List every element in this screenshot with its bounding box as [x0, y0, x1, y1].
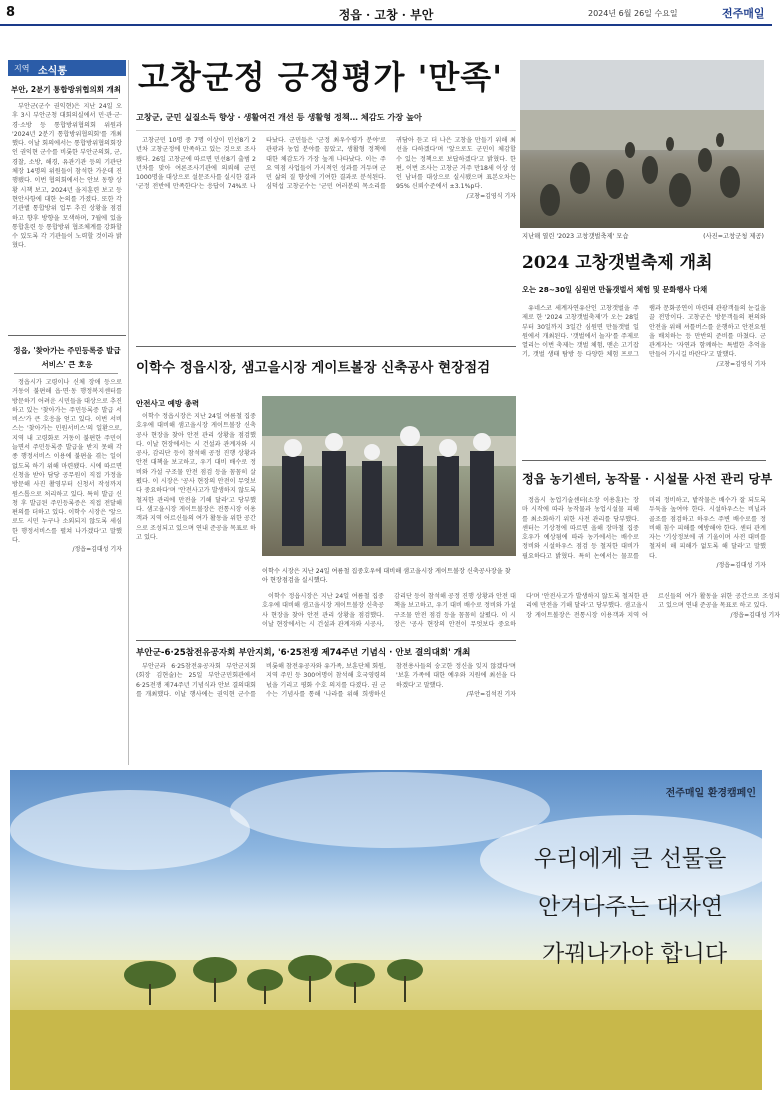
lead-headline: 고창군정 긍정평가 '만족' — [138, 58, 503, 96]
farm-headline: 정읍 농기센터, 농작물 · 시설물 사전 관리 당부 — [522, 472, 773, 486]
section-title: 정읍 · 고창 · 부안 — [338, 8, 434, 22]
page-header — [0, 0, 772, 26]
masthead-brand: 전주매일 — [722, 7, 765, 20]
farm-body: 정읍시 농업기술센터(소장 이용훈)는 장마 시작에 따라 농작물과 농업시설물 피해를 최소화하기 위한 사전 관리를 당부했다. 센터는 기상청에 따르면 올해 장마철 집중호우가 예상됨에 따라 농가에서는 배수로 정비와 시설하우스 점검 등 철저한 대비가 필요하다고 밝혔다. 특히 논에서는 물꼬를 미리 정비하고, 밭작물은 배수가 잘 되도록 두둑을 높여야 한다. 시설하우스는 비닐과 골조를 점검하고 하우스 주변 배수로를 정비해 침수 피해를 예방해야 한다. 센터 관계자는 '기상정보에 귀 기울이며 사전 대비를 철저히 해 피해가 없도록 해 달라'고 말했다. /정읍=김대성 기자 — [522, 497, 766, 570]
sidebar-story1-title: 부안, 2분기 통합방위협의회 개최 — [10, 85, 122, 94]
buan-byline: /부안=김석진 기자 — [466, 690, 516, 698]
ad-line3: 가꿔나가야 합니다 — [542, 941, 728, 967]
farm-byline: /정읍=김대성 기자 — [716, 562, 766, 570]
sidebar-story2-body: 정읍시가 고령이나 신체 장애 등으로 거동이 불편해 읍·면·동 행정복지센터를 방문하기 어려운 시민들을 대상으로 추진하고 있는 '찾아가는 주민등록증 발급 서비스'가 큰 호응을 얻고 있다. 이번 서비스는 '찾아가는 민원서비스'의 일환으로, 지역 내 고령화로 거동이 불편한 주민이 늘면서 주민등록증 발급을 받지 못해 각종 행정서비스 이용에 불편을 겪는 일이 없도록 하기 위해 마련됐다. 시에 따르면 신청을 받아 담당 공무원이 직접 가정을 방문해 사진 촬영부터 신청서 작성까지 원스톱으로 처리하고 있다. 특히 발급 신청 후 발급된 주민등록증은 직접 전달해 편의를 더하고 있다. 이학수 시장은 '앞으로도 시민 누구나 소외되지 않도록 세심한 행정서비스를 펼쳐 나가겠다'고 말했다. /정읍=김대성 기자 — [12, 379, 122, 554]
festival-subhead: 오는 28~30일 심원면 만돌갯벌서 체험 및 문화행사 다채 — [522, 285, 708, 294]
market-body-cont: 이학수 정읍시장은 지난 24일 여름철 집중호우에 대비해 샘고을시장 게이트볼장 신축공사 현장을 찾아 안전 관리 상황을 점검했다. 이날 현장에서는 시 건설과 관계자와 시공사, 감리단 등이 참석해 공정 진행 상황과 안전 대책을 보고하고, 우기 대비 배수로 정비와 가설 구조물 안전 점검 등을 꼼꼼히 살폈다. 이 시장은 '공사 현장의 안전이 무엇보다 중요하다'며 '안전사고가 발생하지 않도록 철저한 관리에 만전을 기해 달라'고 당부했다. 샘고을시장 게이트볼장은 전통시장 이용객과 지역 어르신들의 여가 활동을 위한 공간으로 조성되고 있으며 연내 준공을 목표로 하고 있다. /정읍=김대성 기자 — [262, 593, 780, 628]
ad-landscape — [10, 770, 762, 1090]
market-byline: /정읍=김대성 기자 — [730, 611, 780, 619]
market-body-col1: 이학수 정읍시장은 지난 24일 여름철 집중호우에 대비해 샘고을시장 게이트볼장 신축공사 현장을 찾아 안전 관리 상황을 점검했다. 이날 현장에서는 시 건설과 관계자와 시공사, 감리단 등이 참석해 공정 진행 상황과 안전 대책을 보고하고, 우기 대비 배수로 정비와 가설 구조물 안전 점검 등을 꼼꼼히 살폈다. 이 시장은 '공사 현장의 안전이 무엇보다 중요하다'며 '안전사고가 발생하지 않도록 철저한 관리에 만전을 기해 달라'고 당부했다. 샘고을시장 게이트볼장은 전통시장 이용객과 지역 어르신들의 여가 활동을 위한 공간으로 조성되고 있으며 연내 준공을 목표로 하고 있다. — [136, 413, 256, 541]
ad-line1: 우리에게 큰 선물을 — [534, 846, 727, 872]
festival-body: 유네스코 세계자연유산인 고창갯벌을 주제로 한 '2024 고창갯벌축제'가 오는 28일부터 30일까지 3일간 심원면 만돌갯벌 일원에서 개최된다. '갯벌에서 놀자'를 주제로 열리는 이번 축제는 갯벌 체험, 맨손 고기잡기, 갯벌 생태 탐방 등 다양한 체험 프로그램과 문화공연이 마련돼 관광객들의 눈길을 끌 전망이다. 고창군은 방문객들의 편의와 안전을 위해 셔틀버스를 운행하고 안전요원을 배치하는 등 만반의 준비를 마쳤다. 군 관계자는 '자연과 함께하는 특별한 추억을 만들어 가시길 바란다'고 말했다. /고창=김영식 기자 — [522, 305, 766, 368]
campaign-ad — [10, 770, 762, 1090]
buan-body: 부안군과 6·25참전유공자회 부안군지회(회장 김현술)는 25일 부안군민회관에서 6·25전쟁 제74주년 기념식과 안보 결의대회를 개최했다. 이날 행사에는 권익현 군수를 비롯해 참전유공자와 유가족, 보훈단체 회원, 지역 주민 등 300여명이 참석해 호국영령의 넋을 기리고 평화 수호 의지를 다졌다. 권 군수는 기념사를 통해 '나라를 위해 희생하신 참전용사들의 숭고한 정신을 잊지 않겠다'며 '보훈 가족에 대한 예우와 지원에 최선을 다하겠다'고 말했다. /부안=김석진 기자 — [136, 663, 516, 698]
festival-photo-caption: 지난해 열린 '2023 고창갯벌축제' 모습 — [522, 233, 629, 240]
festival-byline: /고창=김영식 기자 — [716, 360, 766, 368]
sidebar-tag-label: 지역 — [14, 64, 30, 73]
issue-date: 2024년 6월 26일 수요일 — [588, 9, 678, 18]
festival-headline: 2024 고창갯벌축제 개최 — [522, 253, 713, 273]
sidebar-story2-title: 정읍, '찾아가는 주민등록증 발급 서비스' 큰 호응 — [13, 346, 121, 369]
festival-photo-figures — [520, 60, 764, 228]
festival-photo-credit: (사진=고창군청 제공) — [703, 233, 764, 240]
lead-byline: /고창=김영식 기자 — [466, 192, 516, 200]
festival-photo — [520, 60, 764, 228]
buan-headline: 부안군-6·25참전유공자회 부안지회, '6·25전쟁 제74주년 기념식 · 안보 결의대회' 개최 — [136, 648, 471, 658]
sidebar-story2-byline: /정읍=김대성 기자 — [72, 546, 122, 554]
lead-deck: 고창군, 군민 실질소득 향상 · 생활여건 개선 등 생활형 정책… 체감도 가장 높아 — [136, 112, 422, 122]
market-headline: 이학수 정읍시장, 샘고을시장 게이트볼장 신축공사 현장점검 — [136, 360, 491, 376]
lead-body: 고창군민 10명 중 7명 이상이 민선8기 2년차 고창군정에 만족하고 있는 것으로 조사됐다. 26일 고창군에 따르면 민선8기 출범 2년차를 맞아 여론조사기관에 의뢰해 군민 1000명을 대상으로 설문조사를 실시한 결과 '군정 전반에 만족한다'는 응답이 74%로 나타났다. 군민들은 '군정 최우수평가 분야'로 관광과 농업 분야를 꼽았고, 생활형 정책에 대한 체감도가 가장 높게 나타났다. 이는 주요 역점 사업들이 가시적인 성과를 거두며 군민 삶의 질 향상에 기여한 결과로 분석된다. 심덕섭 고창군수는 '군민 여러분의 목소리를 귀담아 듣고 더 나은 고창을 만들기 위해 최선을 다하겠다'며 '앞으로도 군민이 체감할 수 있는 정책으로 보답하겠다'고 밝혔다. 한편, 이번 조사는 고창군 거주 만18세 이상 성인 남녀를 대상으로 실시됐으며 표본오차는 95% 신뢰수준에서 ±3.1%p다. /고창=김영식 기자 — [136, 137, 516, 200]
market-photo — [262, 396, 516, 556]
market-photo-caption: 이학수 시장은 지난 24일 여름철 집중호우에 대비해 샘고을시장 게이트볼장 신축공사장을 찾아 현장점검을 실시했다. — [262, 568, 511, 584]
sidebar-tag-title: 소식통 — [38, 66, 67, 77]
sidebar-tag — [8, 60, 126, 76]
page-number: 8 — [6, 5, 16, 20]
ad-line2: 안겨다주는 대자연 — [538, 894, 724, 920]
market-photo-figures — [262, 396, 516, 556]
ad-brand-line: 전주매일 환경캠페인 — [665, 788, 756, 799]
market-subhead: 안전사고 예방 총력 — [136, 399, 200, 408]
sidebar-story1-body: 부안군(군수 권익현)은 지난 24일 오후 3시 부안군청 대회의실에서 민·관·군·경·소방 등 통합방위협의회 위원과 '2024년 2분기 통합방위협의회'를 개최했다. 이날 회의에서는 통합방위협의회장인 권익현 군수를 비롯한 부안군의회, 군, 경찰, 소방, 해경, 유관기관 등의 기관단체장 14명의 위원들이 참석한 가운데 진행됐다. 이번 협의회에서는 안보 동향 상황 시책 보고, 2024년 을지훈련 보고 등 현안사항에 대한 논의를 가졌다. 또한 각 기관별 통합방위 업무 추진 상황을 점검하고 향후 방향을 모색하며, 7월에 있을 통합훈련 등 통합방위 협조체계를 강화할 수 있도록 각 기관들이 노력할 것이라 밝혔다. — [12, 103, 122, 250]
